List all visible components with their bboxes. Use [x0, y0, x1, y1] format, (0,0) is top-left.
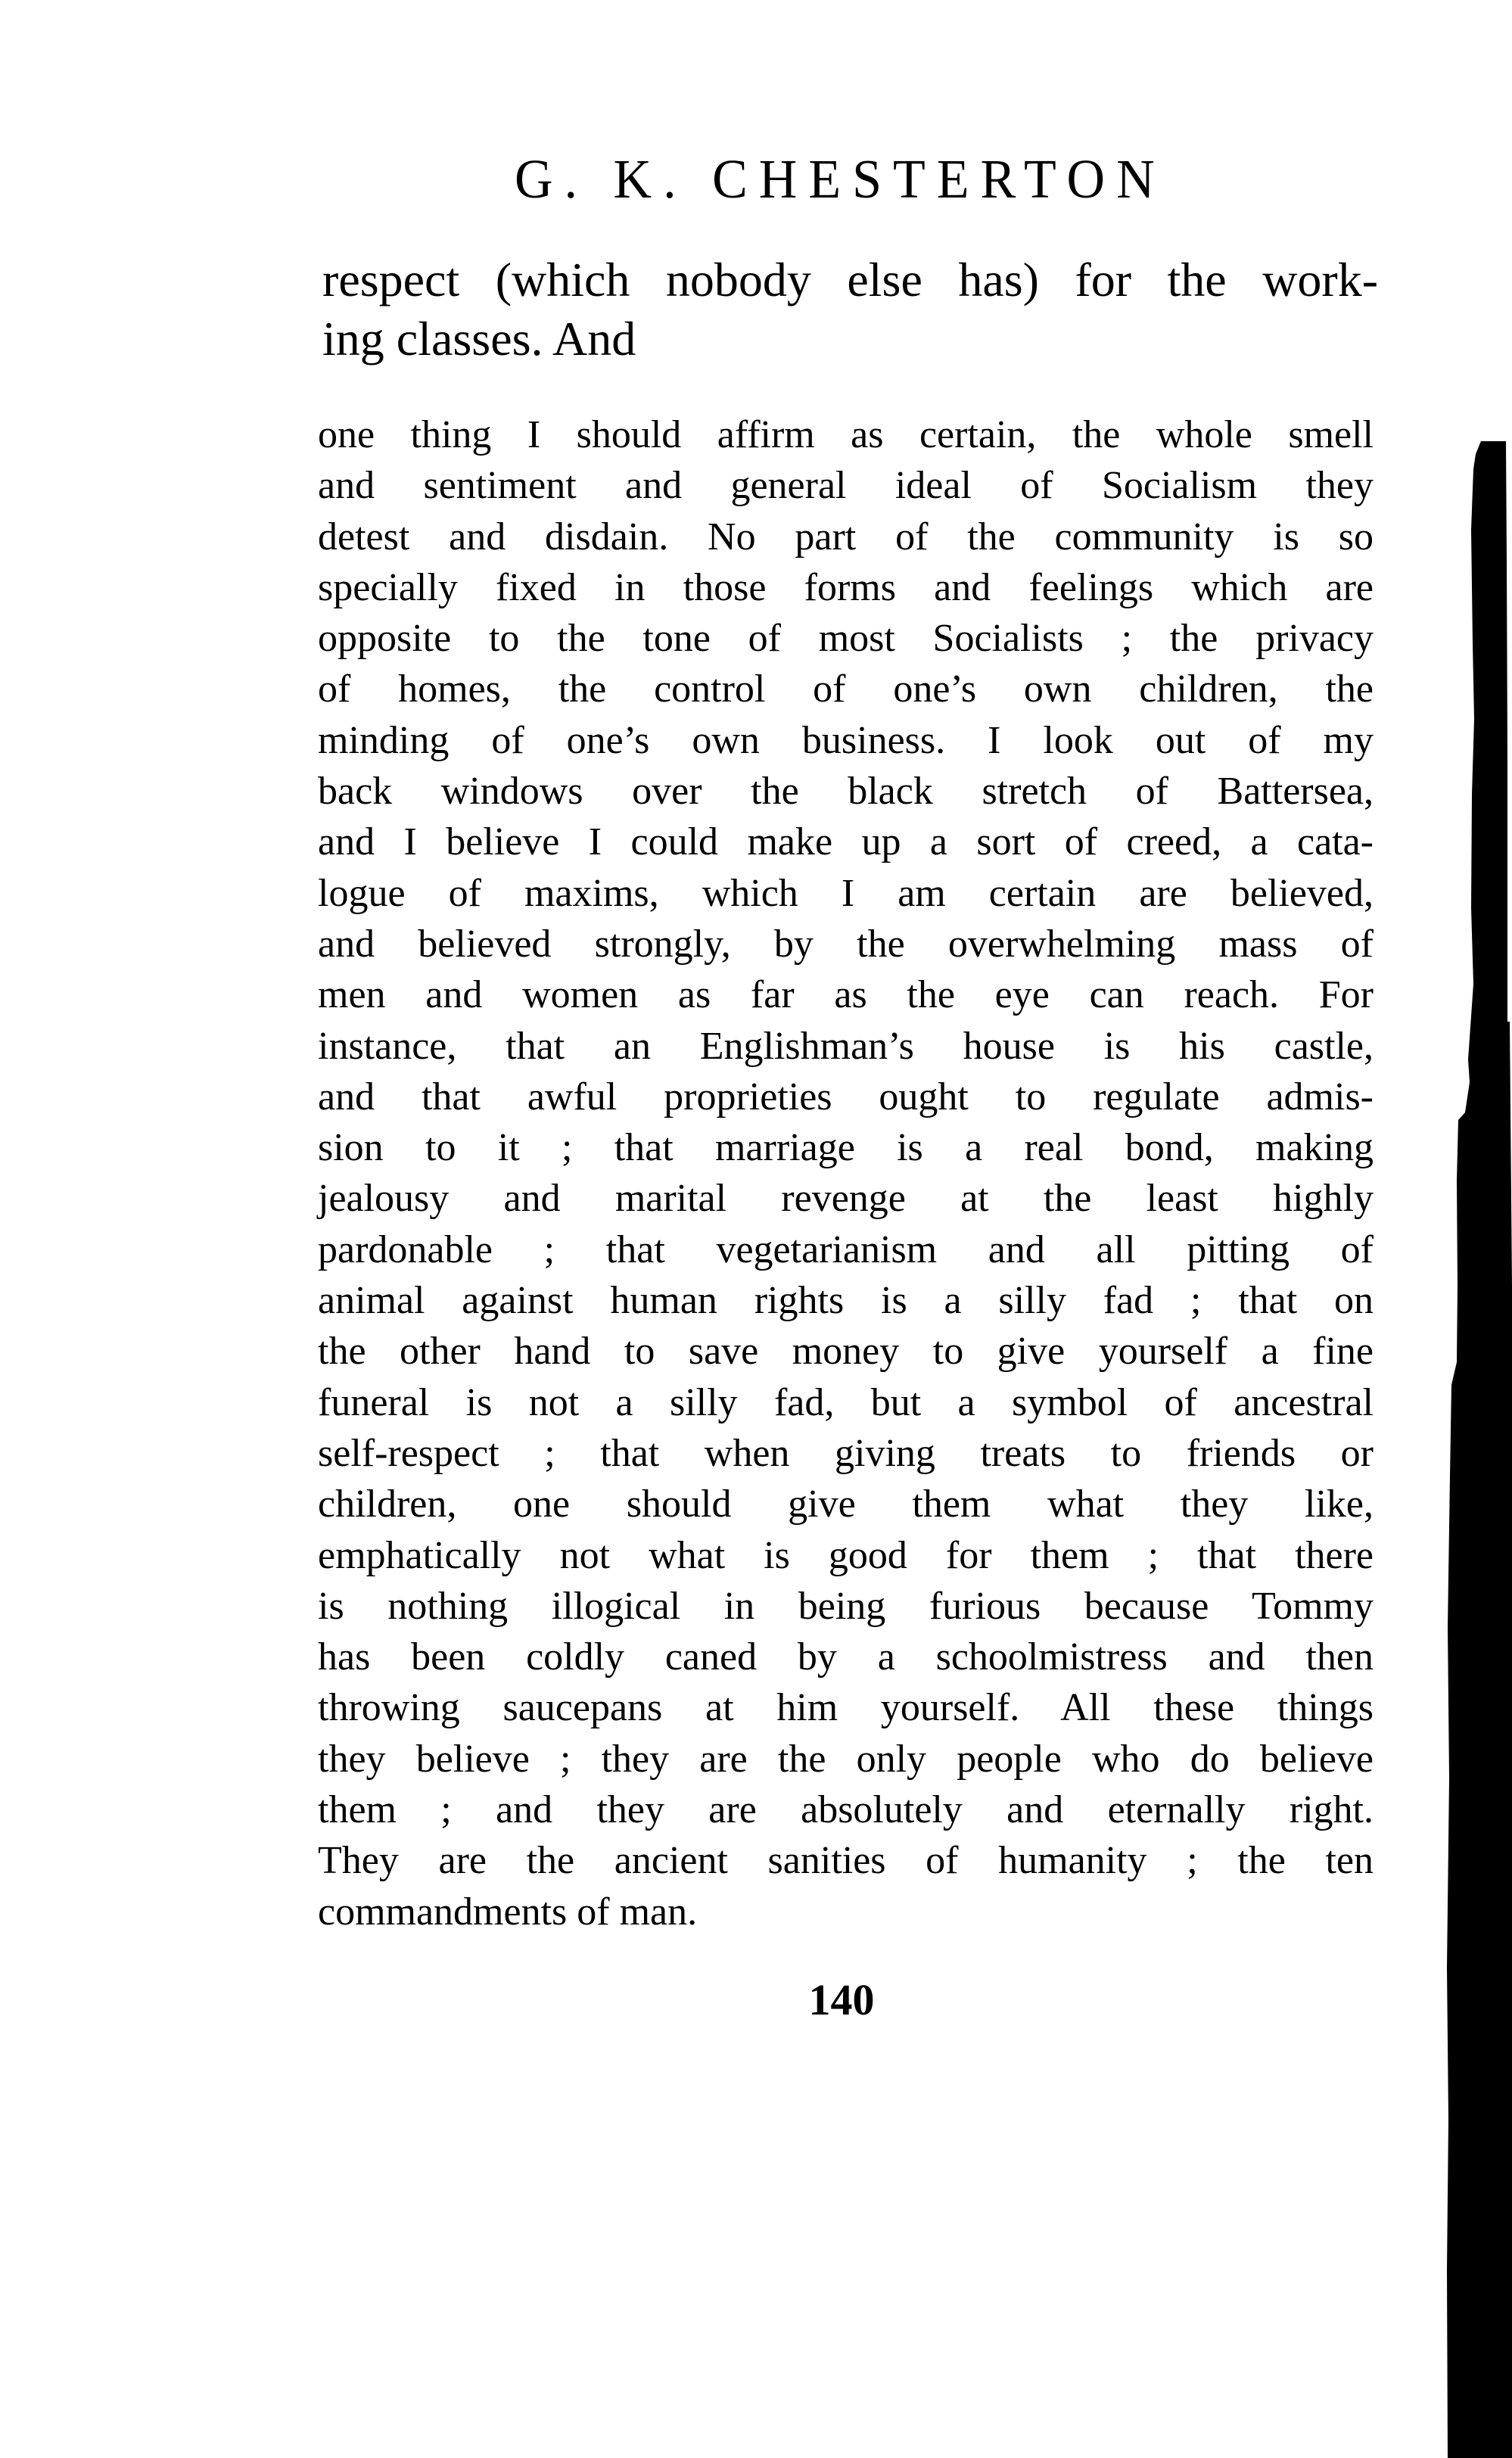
text-line: minding of one’s own business. I look out of my [318, 718, 1374, 762]
text-line: men and women as far as the eye can reach. For [318, 973, 1374, 1017]
text-line: detest and disdain. No part of the community is so [318, 515, 1374, 558]
text-line: throwing saucepans at him yourself. All these things [318, 1686, 1374, 1730]
text-line: back windows over the black stretch of Battersea, [318, 770, 1374, 814]
intro-paragraph [322, 250, 1378, 369]
text-line: has been coldly caned by a schoolmistress and then [318, 1635, 1374, 1679]
text-line: respect (which nobody else has) for the work- [322, 253, 1378, 306]
text-line: sion to it ; that marriage is a real bond, making [318, 1126, 1374, 1170]
text-line: ing classes. And [322, 312, 636, 366]
text-line: they believe ; they are the only people who do believe [318, 1737, 1374, 1781]
page-number: 140 [808, 1975, 875, 2024]
text-line: and believed strongly, by the overwhelming mass of [318, 922, 1374, 966]
text-line: one thing I should affirm as certain, the whole smell [318, 413, 1374, 456]
body-paragraph [318, 409, 1374, 1937]
text-line: children, one should give them what they like, [318, 1483, 1374, 1526]
text-line: is nothing illogical in being furious because Tommy [318, 1584, 1374, 1628]
text-line: pardonable ; that vegetarianism and all pitting of [318, 1227, 1374, 1271]
text-line: and that awful proprieties ought to regulate admis- [318, 1075, 1374, 1119]
text-line: funeral is not a silly fad, but a symbol of ancestral [318, 1380, 1374, 1424]
text-line: specially fixed in those forms and feelings which are [318, 565, 1374, 609]
text-line: and I believe I could make up a sort of creed, a cata- [318, 820, 1374, 864]
text-line: emphatically not what is good for them ; that there [318, 1533, 1374, 1577]
text-line: They are the ancient sanities of humanity ; the ten [318, 1839, 1374, 1883]
text-line: opposite to the tone of most Socialists ; the privacy [318, 617, 1374, 661]
text-line: self-respect ; that when giving treats to friends or [318, 1431, 1374, 1475]
text-line: commandments of man. [318, 1890, 698, 1934]
text-line: animal against human rights is a silly fad ; that on [318, 1279, 1374, 1323]
scan-edge-shadow [1438, 0, 1512, 2458]
text-line: of homes, the control of one’s own children, the [318, 667, 1374, 711]
text-line: logue of maxims, which I am certain are believed, [318, 871, 1374, 915]
running-head: G. K. CHESTERTON [515, 149, 1166, 210]
text-line: and sentiment and general ideal of Socialism they [318, 464, 1374, 508]
text-line: them ; and they are absolutely and eternally right. [318, 1788, 1374, 1832]
text-line: instance, that an Englishman’s house is his castle, [318, 1024, 1374, 1068]
text-line: the other hand to save money to give yourself a fine [318, 1330, 1374, 1374]
text-line: jealousy and marital revenge at the least highly [318, 1177, 1374, 1221]
